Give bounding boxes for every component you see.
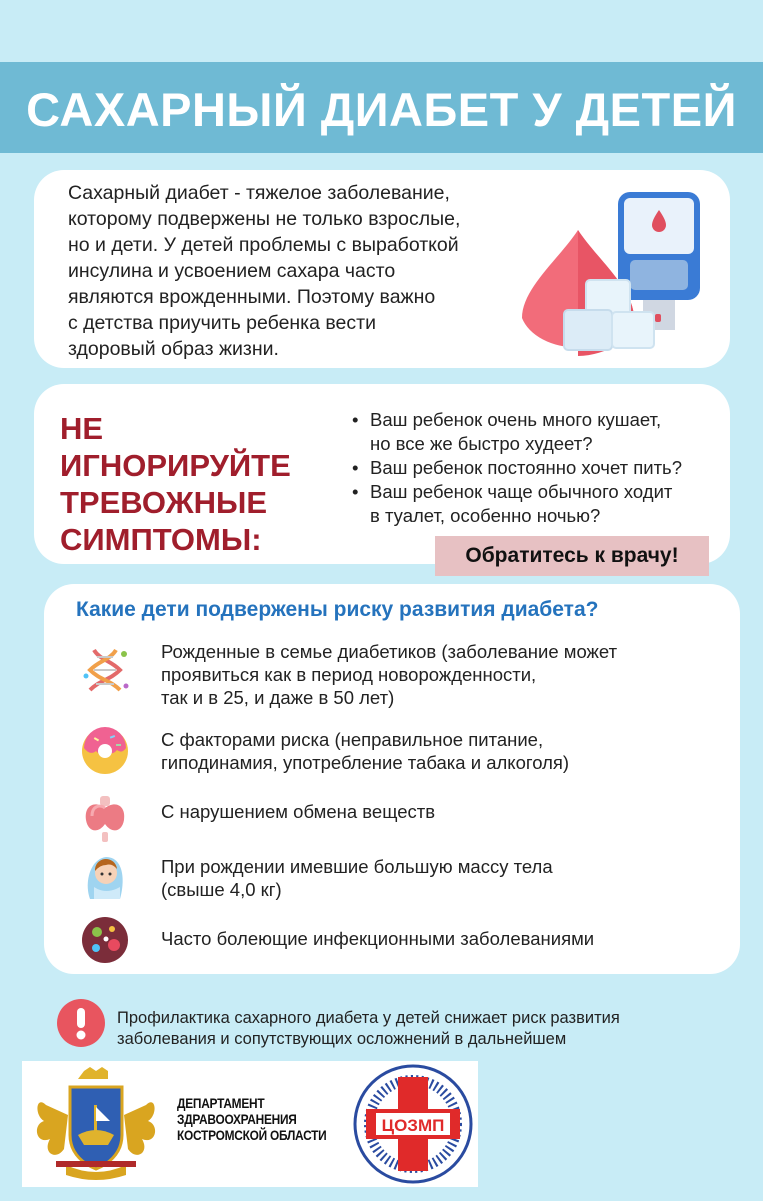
dna-icon — [80, 646, 130, 696]
note-line: Профилактика сахарного диабета у детей снижает риск развития — [117, 1009, 620, 1027]
intro-line: с детства приучить ребенка вести — [68, 312, 376, 334]
risk-title: Какие дети подвержены риску развития диабета? — [76, 598, 599, 621]
warning-title — [60, 410, 340, 558]
virus-icon — [80, 915, 130, 965]
header-banner — [0, 62, 763, 153]
see-doctor-button[interactable]: Обратитесь к врачу! — [435, 536, 709, 576]
symptom-line: Ваш ребенок чаще обычного ходит — [370, 481, 673, 502]
dept-line: ДЕПАРТАМЕНТ — [177, 1095, 265, 1111]
symptom-item — [352, 456, 722, 480]
risk-line: Часто болеющие инфекционными заболеваниями — [161, 928, 595, 949]
risk-text — [161, 800, 721, 823]
risk-line: С факторами риска (неправильное питание, — [161, 729, 544, 750]
glucometer-drop-sugar-icon — [520, 188, 710, 358]
kostroma-coat-of-arms-logo — [26, 1065, 166, 1183]
symptom-line: Ваш ребенок постоянно хочет пить? — [370, 457, 682, 478]
intro-line: но и дети. У детей проблемы с выработкой — [68, 234, 459, 256]
risk-line: (свыше 4,0 кг) — [161, 879, 282, 900]
risk-text — [161, 855, 721, 901]
risk-line: проявиться как в период новорожденности, — [161, 664, 537, 685]
department-name — [177, 1095, 330, 1143]
risk-text — [161, 640, 721, 709]
risk-text — [161, 927, 721, 950]
intro-card — [34, 170, 730, 368]
dept-line: ЗДРАВООХРАНЕНИЯ — [177, 1111, 297, 1127]
risk-line: С нарушением обмена веществ — [161, 801, 436, 822]
risk-card — [44, 584, 740, 974]
dept-line: КОСТРОМСКОЙ ОБЛАСТИ — [177, 1127, 327, 1143]
cozmp-logo-text: ЦОЗМП — [381, 1116, 445, 1135]
risk-line: гиподинамия, употребление табака и алкоголя) — [161, 752, 570, 773]
intro-line: здоровый образ жизни. — [68, 338, 279, 360]
symptom-line: Ваш ребенок очень много кушает, — [370, 409, 662, 430]
thyroid-icon — [80, 794, 130, 844]
note-line: заболевания и сопутствующих осложнений в дальнейшем — [117, 1030, 567, 1048]
risk-line: так и в 25, и даже в 50 лет) — [161, 687, 395, 708]
intro-text — [68, 180, 528, 362]
exclamation-icon — [56, 998, 106, 1048]
footer-logos — [22, 1061, 478, 1187]
symptom-line: в туалет, особенно ночью? — [370, 505, 601, 526]
donut-icon — [80, 726, 130, 776]
intro-line: Сахарный диабет - тяжелое заболевание, — [68, 182, 450, 204]
symptoms-list — [352, 408, 722, 528]
symptom-line: но все же быстро худеет? — [370, 433, 593, 454]
warning-title-line: СИМПТОМЫ: — [60, 522, 262, 557]
symptom-item — [352, 480, 722, 528]
intro-line: инсулина и усвоением сахара часто — [68, 260, 396, 282]
risk-line: Рожденные в семье диабетиков (заболевание может — [161, 641, 618, 662]
symptom-item — [352, 408, 722, 456]
page-title: САХАРНЫЙ ДИАБЕТ У ДЕТЕЙ — [26, 83, 737, 136]
intro-line: которому подвержены не только взрослые, — [68, 208, 461, 230]
cozmp-logo — [352, 1063, 474, 1185]
baby-icon — [80, 853, 130, 903]
prevention-note — [117, 1008, 717, 1050]
intro-line: являются врожденными. Поэтому важно — [68, 286, 436, 308]
risk-line: При рождении имевшие большую массу тела — [161, 856, 553, 877]
warning-title-line: ТРЕВОЖНЫЕ — [60, 485, 268, 520]
risk-text — [161, 728, 721, 774]
warning-title-line: НЕ ИГНОРИРУЙТЕ — [60, 411, 291, 483]
